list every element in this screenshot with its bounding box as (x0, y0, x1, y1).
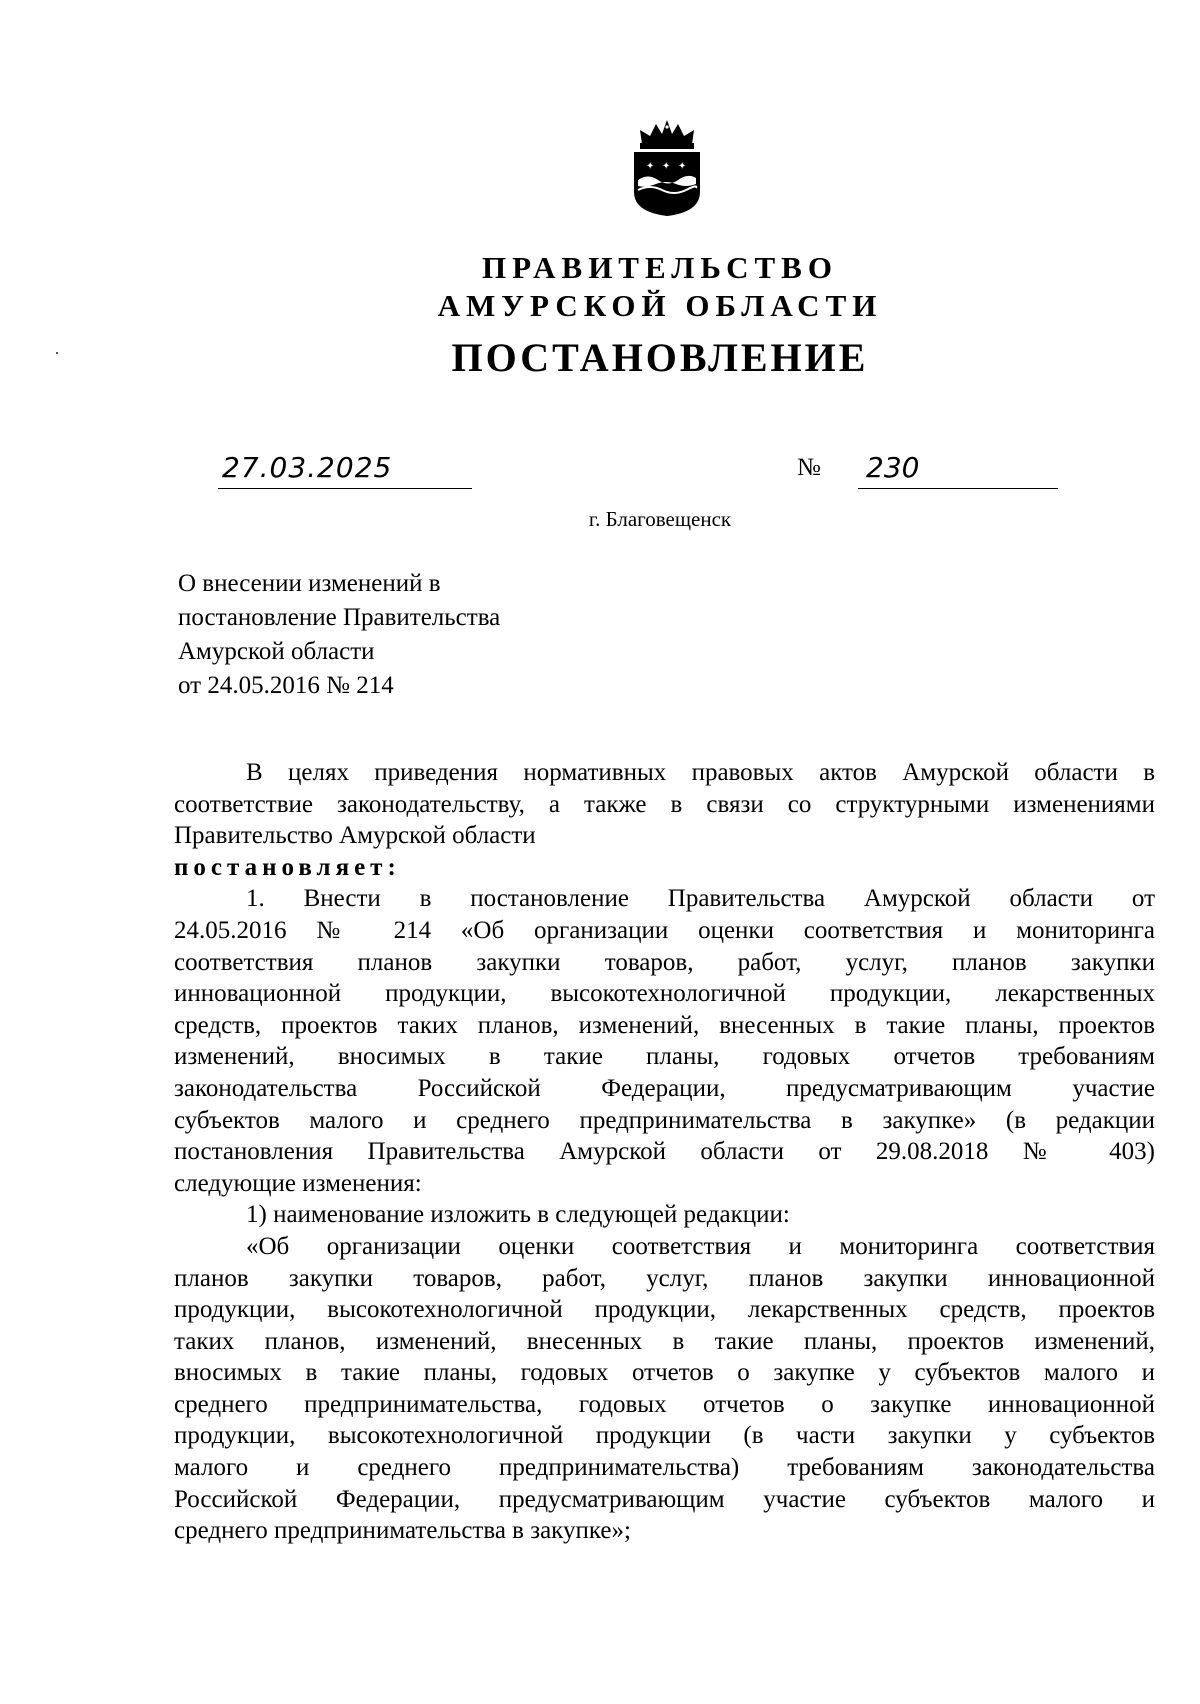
intro-line: В целях приведения нормативных правовых актов Амурской области в (246, 759, 1155, 786)
subitem1-line: среднего предпринимательства, годовых отчетов о закупке инновационной (174, 1390, 1155, 1418)
item1-line: постановления Правительства Амурской области от 29.08.2018 № 403) (174, 1138, 1155, 1166)
item1-line: следующие изменения: (174, 1169, 422, 1197)
amur-region-coat-of-arms-icon (628, 118, 706, 218)
document-city: г. Благовещенск (588, 507, 732, 531)
subject-line: от 24.05.2016 № 214 (178, 672, 394, 699)
intro-line: Правительство Амурской области (174, 822, 536, 850)
subitem1-line: планов закупки товаров, работ, услуг, планов закупки инновационной (174, 1264, 1155, 1292)
subitem1-line: таких планов, изменений, внесенных в такие планы, проектов изменений, (174, 1327, 1155, 1355)
subitem1-line: малого и среднего предпринимательства) требованиям законодательства (174, 1454, 1155, 1482)
subitem1-line: «Об организации оценки соответствия и мониторинга соответствия (246, 1232, 1155, 1260)
document-body (174, 757, 1155, 1547)
document-type-title: ПОСТАНОВЛЕНИЕ (451, 335, 869, 380)
document-date: 27.03.2025 (218, 448, 472, 489)
document-number-label: № (797, 454, 821, 481)
svg-text:✦: ✦ (662, 161, 671, 172)
item1-line: 1. Внести в постановление Правительства Амурской области от (246, 885, 1155, 913)
item1-line: инновационной продукции, высокотехнологичной продукции, лекарственных (174, 980, 1155, 1008)
item1-line: субъектов малого и среднего предпринимательства в закупке» (в редакции (174, 1106, 1155, 1134)
subitem1-label: 1) наименование изложить в следующей редакции: (246, 1201, 790, 1229)
subject-line: О внесении изменений в (178, 570, 441, 597)
item1-line: законодательства Российской Федерации, предусматривающим участие (174, 1074, 1155, 1102)
subitem1-line: вносимых в такие планы, годовых отчетов о закупке у субъектов малого и (174, 1359, 1155, 1387)
intro-line: соответствие законодательству, а также в связи со структурными изменениями (174, 790, 1155, 818)
decree-word: постановляет: (174, 853, 401, 881)
government-title-line-1: ПРАВИТЕЛЬСТВО (482, 250, 838, 285)
item1-line: 24.05.2016 № 214 «Об организации оценки соответствия и мониторинга (174, 916, 1155, 944)
subitem1-line: среднего предпринимательства в закупке»; (174, 1517, 631, 1545)
svg-text:✦: ✦ (646, 161, 655, 172)
subject-line: постановление Правительства (178, 604, 501, 631)
svg-text:✦: ✦ (678, 161, 687, 172)
item1-line: соответствия планов закупки товаров, работ, услуг, планов закупки (174, 948, 1155, 976)
document-subject (178, 567, 500, 703)
item1-line: изменений, вносимых в такие планы, годовых отчетов требованиям (174, 1043, 1155, 1071)
subitem1-line: продукции, высокотехнологичной продукции (в части закупки у субъектов (174, 1422, 1155, 1450)
document-number: 230 (858, 448, 1058, 489)
subject-line: Амурской области (178, 638, 375, 665)
subitem1-line: Российской Федерации, предусматривающим участие субъектов малого и (174, 1485, 1155, 1513)
item1-line: средств, проектов таких планов, изменений, внесенных в такие планы, проектов (174, 1011, 1155, 1039)
government-title-line-2: АМУРСКОЙ ОБЛАСТИ (437, 288, 883, 323)
subitem1-line: продукции, высокотехнологичной продукции, лекарственных средств, проектов (174, 1296, 1155, 1324)
